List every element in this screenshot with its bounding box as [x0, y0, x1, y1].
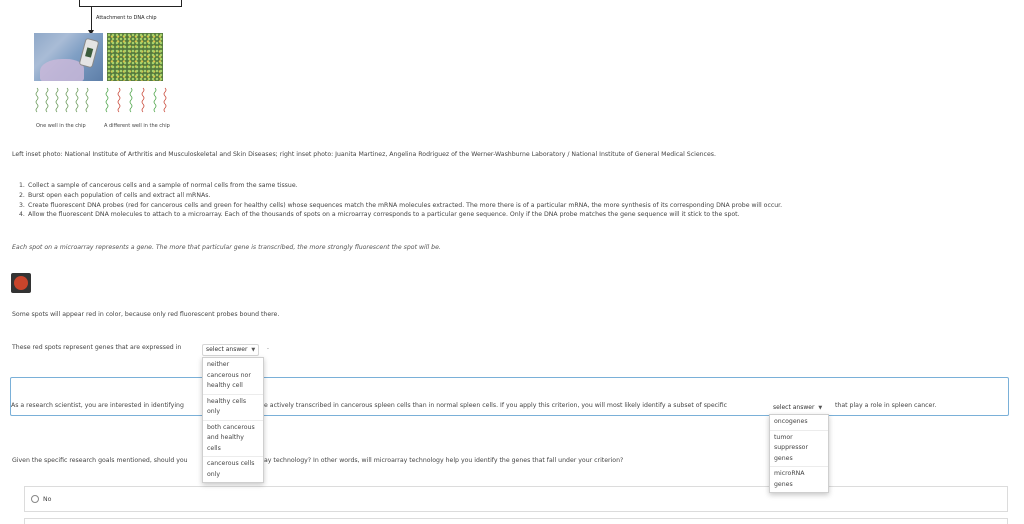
- figure-label-right: A different well in the chip: [104, 123, 170, 129]
- dropdown-option[interactable]: healthy cells only: [203, 394, 263, 420]
- dropdown-option[interactable]: microRNA genes: [770, 466, 828, 492]
- select-label: select answer: [773, 404, 815, 411]
- probe-strand: [164, 88, 166, 112]
- step-item: 2. Burst open each population of cells and extract all mRNAs.: [19, 191, 211, 199]
- figure-box-bottom: [79, 0, 182, 7]
- answer-option-no[interactable]: [24, 486, 1008, 512]
- question-1-select[interactable]: [202, 344, 259, 356]
- microarray-note: Each spot on a microarray represents a gene. The more that particular gene is transcribed, the more strongly fluorescent the spot will be.: [12, 244, 441, 251]
- question-2-text-end: that play a role in spleen cancer.: [835, 402, 937, 409]
- probe-strand: [118, 88, 120, 112]
- answer-no-label: No: [43, 496, 52, 503]
- question-2-container: [10, 377, 1009, 416]
- chevron-down-icon: ▼: [251, 347, 256, 353]
- spots-explanation: Some spots will appear red in color, because only red fluorescent probes bound there.: [12, 311, 280, 318]
- radio-no[interactable]: [31, 495, 39, 503]
- probe-strand: [46, 88, 48, 112]
- spot-grid: [107, 33, 163, 81]
- photo-credit: Left inset photo: National Institute of Arthritis and Musculoskeletal and Skin Diseases; right inset photo: Juanita Martinez, Angelina Rodriguez of the Werner-Washburne Laboratory / National Institute of General Medical Sciences.: [12, 151, 716, 158]
- question-1-text: These red spots represent genes that are expressed in: [12, 344, 182, 351]
- question-2-text-start: As a research scientist, you are interested in identifying: [11, 402, 184, 409]
- probe-strand: [36, 88, 38, 112]
- probe-strand: [154, 88, 156, 112]
- probe-strand: [66, 88, 68, 112]
- dna-probes-illustration: [34, 86, 169, 116]
- glove-shape: [40, 59, 84, 81]
- question-2-dropdown: [769, 414, 829, 493]
- dropdown-option[interactable]: cancerous cells only: [203, 456, 263, 482]
- dropdown-option[interactable]: both cancerous and healthy cells: [203, 420, 263, 457]
- chevron-down-icon: ▼: [818, 405, 823, 411]
- figure-label-left: One well in the chip: [36, 123, 86, 129]
- answer-option-next[interactable]: [24, 518, 1008, 524]
- dropdown-option[interactable]: tumor suppressor genes: [770, 430, 828, 467]
- probe-strand: [130, 88, 132, 112]
- probe-strand: [86, 88, 88, 112]
- question-3-text-start: Given the specific research goals mentioned, should you: [12, 457, 188, 464]
- question-1-dropdown: [202, 357, 264, 483]
- photo-microarray-handling: [34, 33, 103, 81]
- step-item: 1. Collect a sample of cancerous cells and a sample of normal cells from the same tissue.: [19, 182, 298, 189]
- question-2-text-middle: e actively transcribed in cancerous spleen cells than in normal spleen cells. If you apply this criterion, you will most likely identify a subset of specific: [264, 402, 728, 409]
- question-1-suffix: .: [267, 344, 269, 351]
- probe-strand: [142, 88, 144, 112]
- step-item: 4. Allow the fluorescent DNA molecules to attach to a microarray. Each of the thousands of spots on a microarray corresponds to a particular gene sequence. Only if the DNA probe matches the gene sequence will it stick to the spot.: [19, 211, 740, 219]
- red-spot-swatch: [11, 273, 31, 293]
- procedure-steps: [19, 181, 782, 220]
- figure-arrow-caption: Attachment to DNA chip: [96, 15, 157, 21]
- probe-strand: [76, 88, 78, 112]
- probe-strand: [106, 88, 108, 112]
- question-2-select[interactable]: [769, 402, 826, 414]
- dropdown-option[interactable]: neither cancerous nor healthy cell: [207, 361, 251, 389]
- probe-strand: [56, 88, 58, 112]
- dropdown-option[interactable]: oncogenes: [774, 418, 808, 425]
- question-3-text-end: ay technology? In other words, will microarray technology help you identify the genes that fall under your criterion?: [264, 457, 624, 464]
- dna-chip-shape: [79, 38, 100, 69]
- step-item: 3. Create fluorescent DNA probes (red for cancerous cells and green for healthy cells) whose sequences match the mRNA molecules extracted. The more there is of a particular mRNA, the more synthesis of its corresponding DNA probe will occur.: [19, 201, 783, 209]
- red-spot-icon: [14, 276, 28, 290]
- select-label: select answer: [206, 346, 248, 353]
- photo-microarray-spots: [107, 33, 163, 81]
